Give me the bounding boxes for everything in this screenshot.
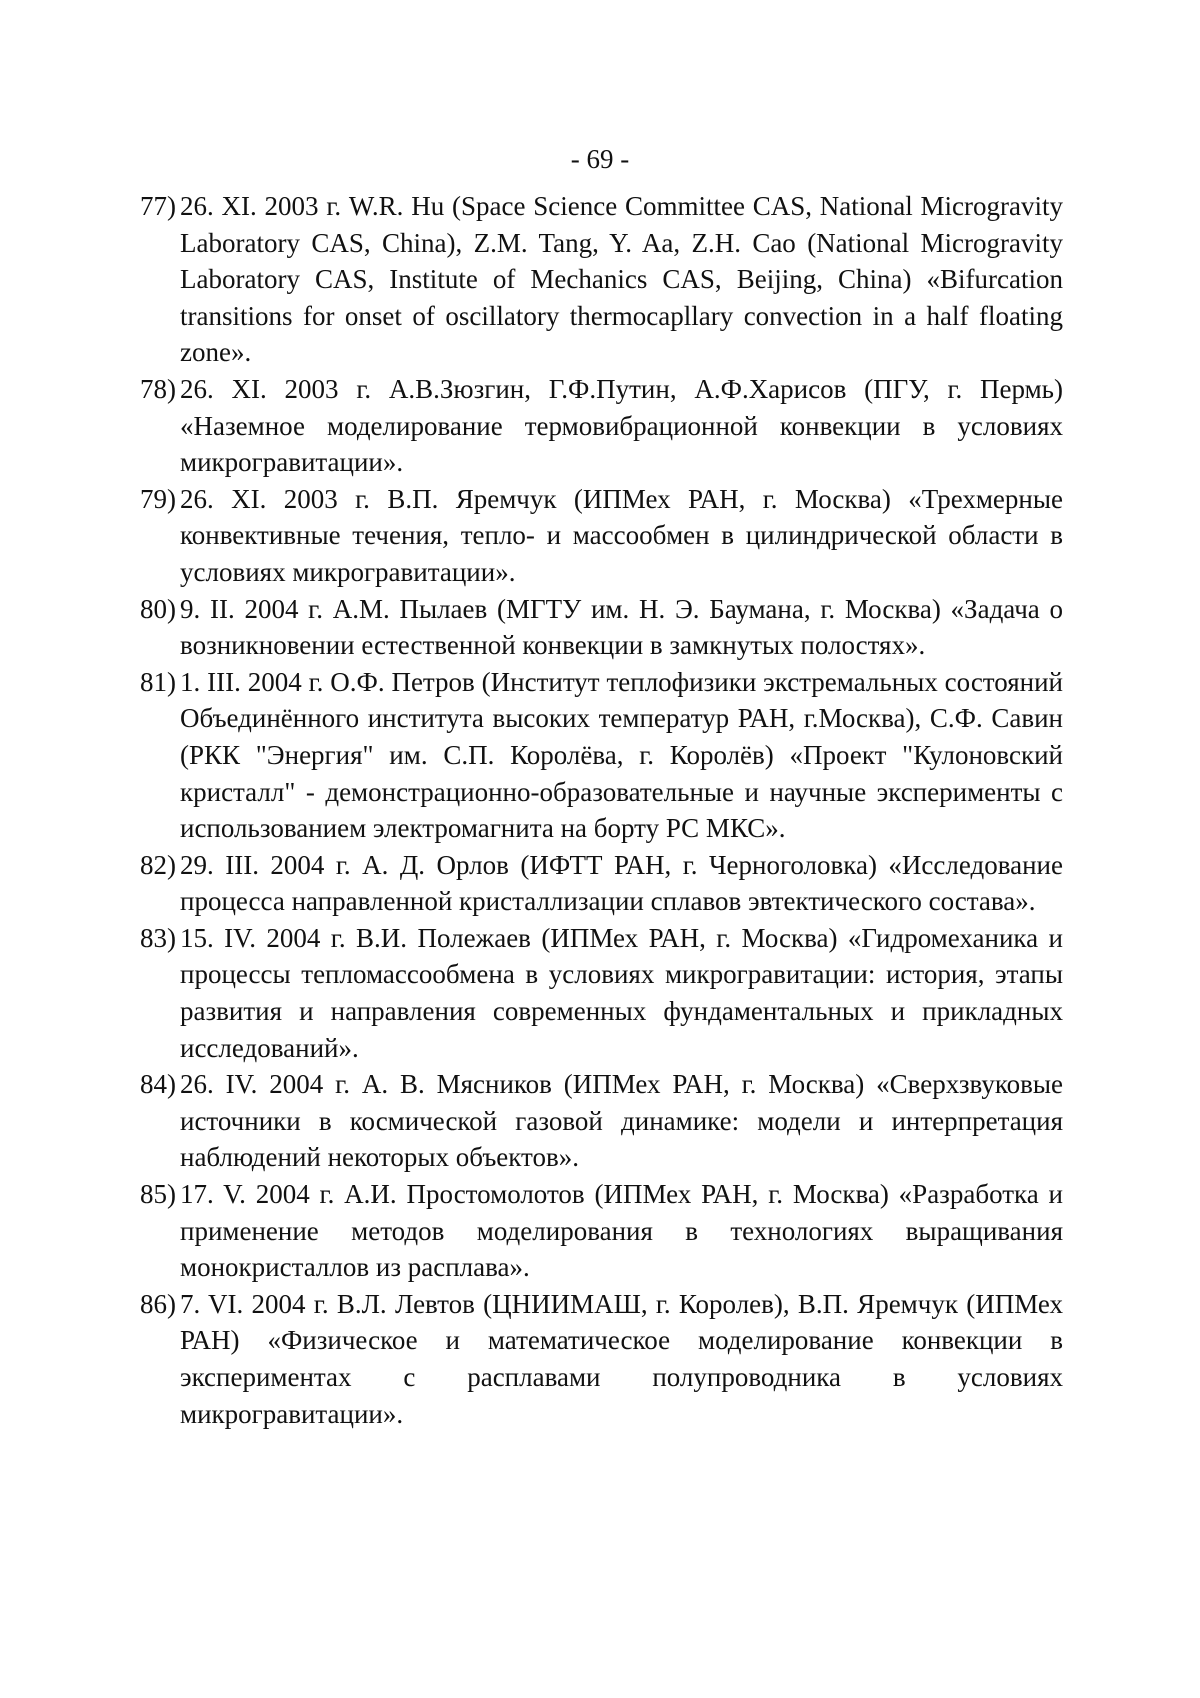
list-item-text: 15. IV. 2004 г. В.И. Полежаев (ИПМех РАН, г. Москва) «Гидромеханика и процессы тепломассообмена в условиях микрогравитации: история, этапы развития и направления современных фундаментальных и прикладных исследований». bbox=[180, 922, 1063, 1063]
list-item-number: 80) bbox=[140, 593, 176, 624]
list-item bbox=[140, 1066, 1063, 1176]
list-item-text: 26. IV. 2004 г. А. В. Мясников (ИПМех РАН, г. Москва) «Сверхзвуковые источники в космической газовой динамике: модели и интерпретация наблюдений некоторых объектов». bbox=[180, 1069, 1063, 1173]
list-item-text: 29. III. 2004 г. А. Д. Орлов (ИФТТ РАН, г. Черноголовка) «Исследование процесса направленной кристаллизации сплавов эвтектического состава». bbox=[180, 849, 1063, 917]
list-item bbox=[140, 188, 1063, 371]
list-item bbox=[140, 481, 1063, 591]
list-item bbox=[140, 1286, 1063, 1432]
list-item bbox=[140, 664, 1063, 847]
list-item-text: 26. XI. 2003 г. W.R. Hu (Space Science Committee CAS, National Microgravity Laboratory CAS, China), Z.M. Tang, Y. Aa, Z.H. Cao (National Microgravity Laboratory CAS, Institute of Mechanics CAS, Beijing, China) «Bifurcation transitions for onset of oscillatory thermocapllary convection in a half floating zone». bbox=[180, 191, 1063, 368]
list-item bbox=[140, 1176, 1063, 1286]
list-item-text: 7. VI. 2004 г. В.Л. Левтов (ЦНИИМАШ, г. Королев), В.П. Яремчук (ИПМех РАН) «Физическое и математическое моделирование конвекции в экспериментах с расплавами полупроводника в условиях микрогравитации». bbox=[180, 1288, 1063, 1429]
list-item-text: 26. XI. 2003 г. В.П. Яремчук (ИПМех РАН, г. Москва) «Трехмерные конвективные течения, тепло- и массообмен в цилиндрической области в условиях микрогравитации». bbox=[180, 483, 1063, 587]
list-item-number: 82) bbox=[140, 849, 176, 880]
list-item-number: 83) bbox=[140, 922, 176, 953]
page-number: - 69 - bbox=[570, 144, 630, 174]
list-item-text: 9. II. 2004 г. А.М. Пылаев (МГТУ им. Н. Э. Баумана, г. Москва) «Задача о возникновении естественной конвекции в замкнутых полостях». bbox=[180, 593, 1063, 661]
list-item-number: 85) bbox=[140, 1179, 176, 1210]
list-item-number: 84) bbox=[140, 1069, 176, 1100]
list-item-text: 26. XI. 2003 г. А.В.Зюзгин, Г.Ф.Путин, А.Ф.Харисов (ПГУ, г. Пермь) «Наземное моделирование термовибрационной конвекции в условиях микрогравитации». bbox=[180, 373, 1063, 478]
list-item-text: 1. III. 2004 г. О.Ф. Петров (Институт теплофизики экстремальных состояний Объединённого института высоких температур РАН, г.Москва), С.Ф. Савин (РКК "Энергия" им. С.П. Королёва, г. Королёв) «Проект "Кулоновский кристалл" - демонстрационно-образовательные и научные эксперименты с использованием электромагнита на борту РС МКС». bbox=[180, 666, 1063, 844]
list-item-number: 78) bbox=[140, 373, 176, 404]
list-item-number: 81) bbox=[140, 666, 176, 697]
seminar-list bbox=[140, 188, 1063, 1432]
list-item-number: 79) bbox=[140, 483, 176, 514]
list-item bbox=[140, 371, 1063, 481]
list-item-number: 77) bbox=[140, 191, 176, 221]
list-item bbox=[140, 920, 1063, 1066]
list-item bbox=[140, 591, 1063, 664]
list-item-text: 17. V. 2004 г. А.И. Простомолотов (ИПМех РАН, г. Москва) «Разработка и применение методов моделирования в технологиях выращивания монокристаллов из расплава». bbox=[180, 1179, 1063, 1283]
list-item bbox=[140, 847, 1063, 920]
list-item-number: 86) bbox=[140, 1288, 176, 1319]
